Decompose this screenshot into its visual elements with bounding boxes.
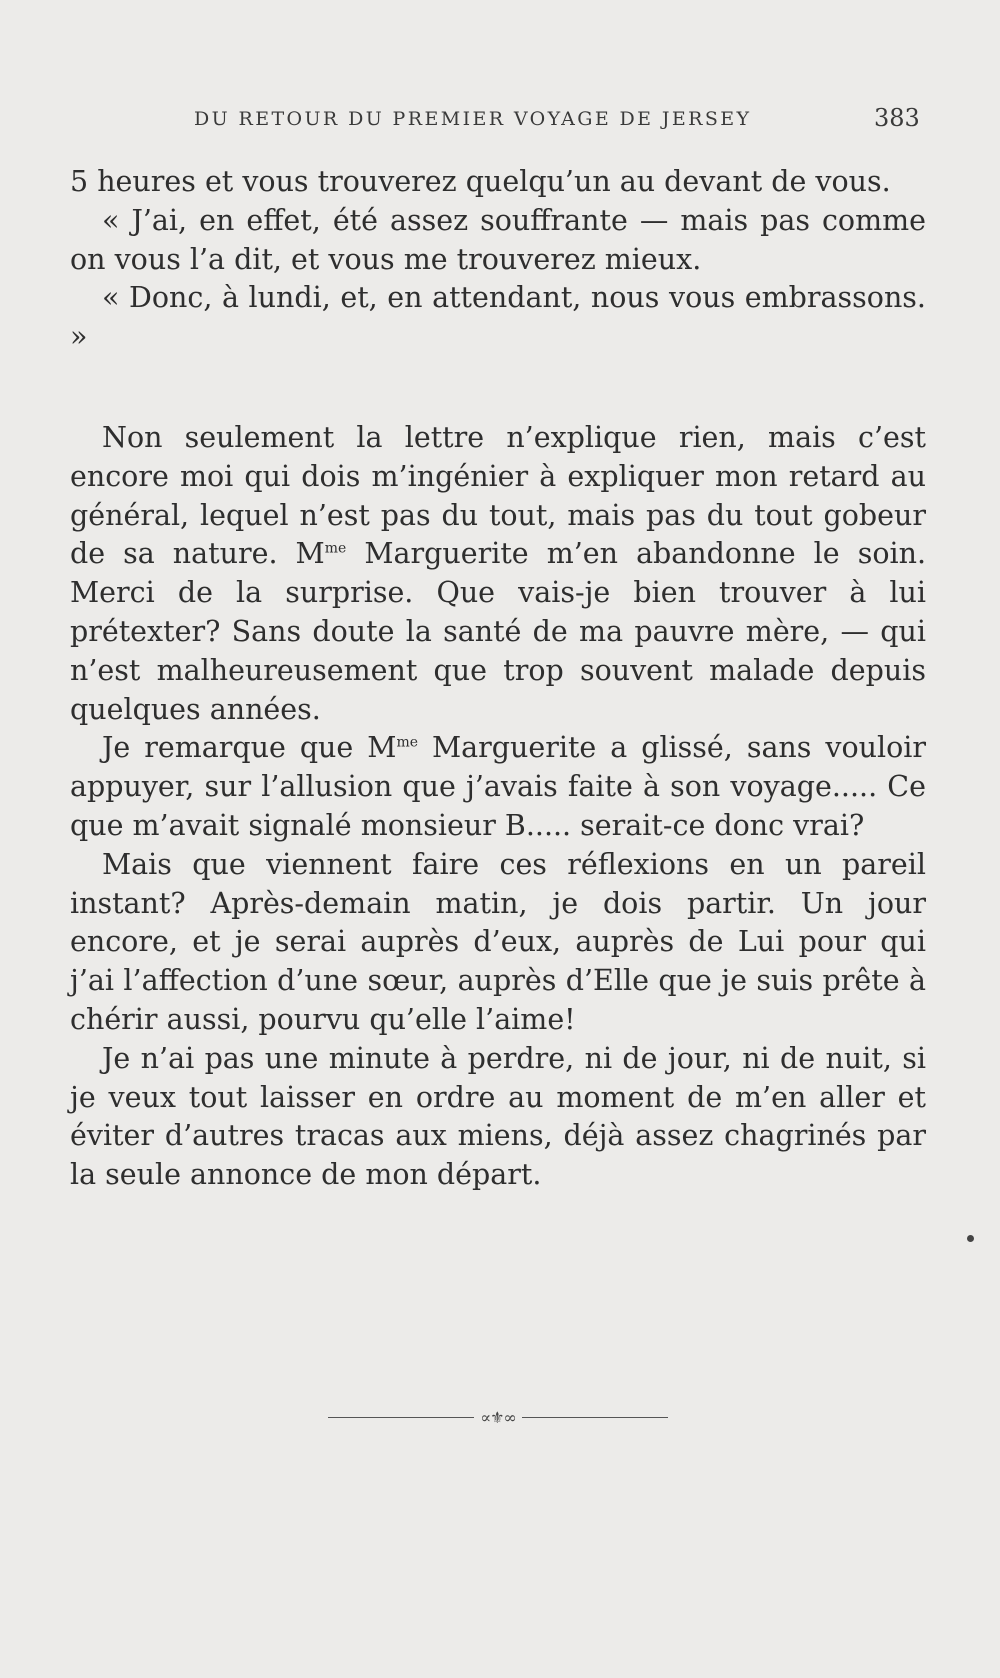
title-abbrev-superscript: me <box>324 540 347 557</box>
narrative-paragraph-1-a: Non seulement la lettre n’explique rien, mais c’est encore moi qui dois m’ingénier à expliquer mon retard au général, lequel n’est pas du tout, mais pas du tout gobeur de sa nature. M <box>70 421 926 571</box>
narrative-paragraph-4: Je n’ai pas une minute à perdre, ni de jour, ni de nuit, si je veux tout laisser en ordre au moment de m’en aller et éviter d’autres tracas aux miens, déjà assez chagrinés par la seule annonce de mon départ. <box>70 1041 926 1192</box>
narrative-text <box>70 419 926 1195</box>
narrative-paragraph-2-a: Je remarque que M <box>102 731 397 765</box>
fleuron-icon: ∝⚜∞ <box>480 1407 516 1427</box>
letter-paragraph-3: « Donc, à lundi, et, en attendant, nous vous embrassons. » <box>70 281 926 354</box>
narrative-paragraph-3: Mais que viennent faire ces réflexions en un pareil instant? Après-demain matin, je dois partir. Un jour encore, et je serai auprès d’eux, auprès de Lui pour qui j’ai l’affection d’une sœur, auprès d’Elle que je suis prête à chérir aussi, pourvu qu’elle l’aime! <box>70 847 926 1036</box>
narrative-paragraph-1 <box>70 419 926 729</box>
title-abbrev-superscript: me <box>396 734 418 751</box>
narrative-paragraph-2 <box>70 729 926 845</box>
narrative-paragraph-2-b: Marguerite a glissé, sans vouloir appuyer, sur l’allusion que j’avais faite à son voyage..... Ce que m’avait signalé monsieur B..... serait-ce donc vrai? <box>70 731 927 842</box>
letter-excerpt <box>70 163 926 357</box>
running-head: DU RETOUR DU PREMIER VOYAGE DE JERSEY <box>194 108 752 130</box>
page-number: 383 <box>874 104 920 132</box>
letter-paragraph-2: « J’ai, en effet, été assez souffrante — mais pas comme on vous l’a dit, et vous me trouverez mieux. <box>70 203 926 276</box>
ornament-rule-right <box>522 1417 668 1418</box>
narrative-paragraph-1-b: Marguerite m’en abandonne le soin. Merci de la surprise. Que vais-je bien trouver à lui prétexter? Sans doute la santé de ma pauvre mère, — qui n’est malheureusement que trop souvent malade depuis quelques années. <box>70 537 927 726</box>
ornament-rule-left <box>328 1417 474 1418</box>
section-end-ornament <box>328 1405 668 1429</box>
ink-speck <box>967 1235 974 1242</box>
letter-paragraph-1: 5 heures et vous trouverez quelqu’un au devant de vous. <box>70 165 891 198</box>
